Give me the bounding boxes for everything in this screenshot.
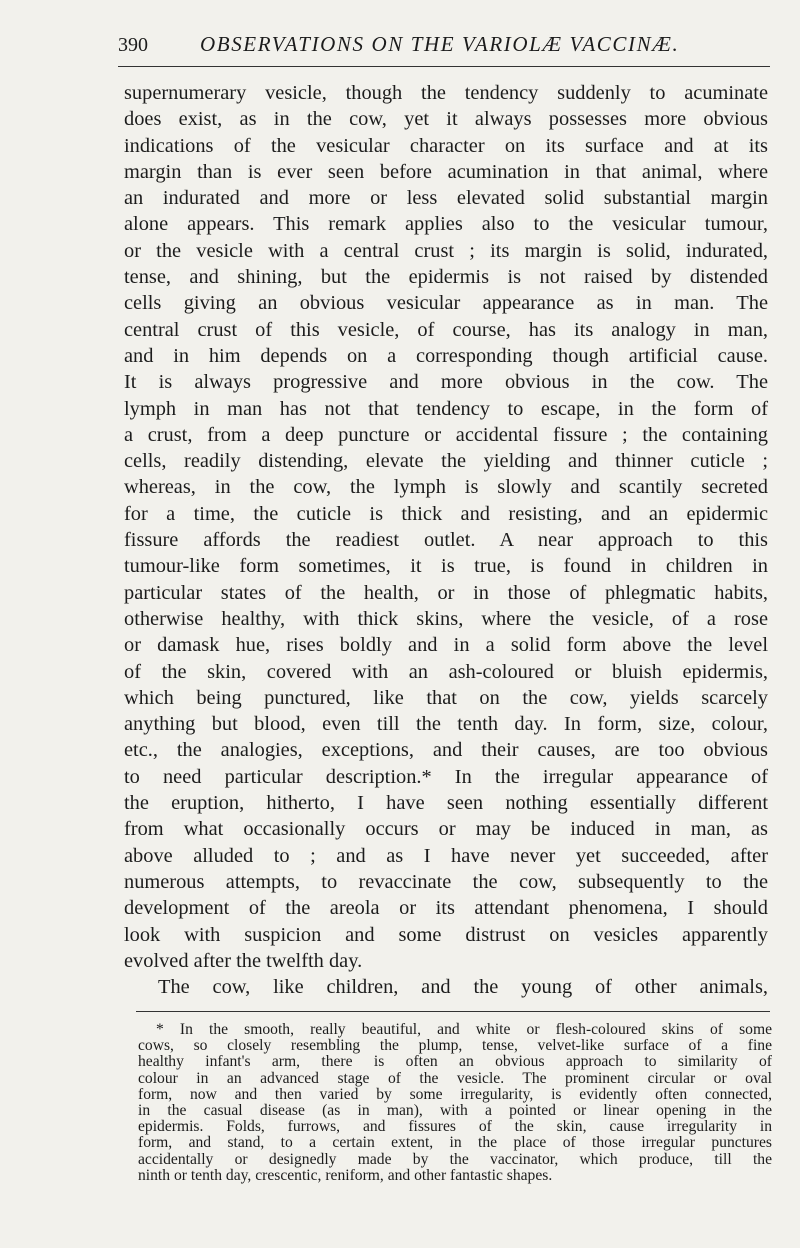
- body-line: indications of the vesicular character on its surface and at its: [124, 134, 768, 157]
- running-head: OBSERVATIONS ON THE VARIOLÆ VACCINÆ.: [200, 32, 680, 56]
- body-line: to need particular description.* In the irregular appearance of: [124, 765, 768, 788]
- body-line: tumour-like form sometimes, it is true, is found in children in: [124, 555, 768, 578]
- header-rule: [118, 66, 770, 67]
- body-line: numerous attempts, to revaccinate the cow, subsequently to the: [124, 870, 768, 893]
- footnote-line: accidentally or designedly made by the vaccinator, which produce, till the: [138, 1150, 772, 1168]
- footnote-line: ninth or tenth day, crescentic, reniform, and other fantastic shapes.: [138, 1166, 553, 1184]
- footnote-line: epidermis. Folds, furrows, and fissures of the skin, cause irregularity in: [138, 1118, 772, 1136]
- body-line: margin than is ever seen before acumination in that animal, where: [124, 160, 768, 183]
- body-line: anything but blood, even till the tenth day. In form, size, colour,: [124, 713, 768, 736]
- footnote-line: form, and stand, to a certain extent, in the place of those irregular punctures: [138, 1134, 772, 1152]
- footnote-line: colour in an advanced stage of the vesicle. The prominent circular or oval: [138, 1069, 772, 1087]
- body-line: supernumerary vesicle, though the tendency suddenly to acuminate: [124, 82, 768, 104]
- body-line: does exist, as in the cow, yet it always possesses more obvious: [124, 108, 768, 131]
- page-header: [118, 30, 768, 60]
- body-line: the eruption, hitherto, I have seen nothing essentially different: [124, 792, 768, 815]
- footnote-rule: [136, 1011, 770, 1012]
- body-line: of the skin, covered with an ash-coloured or bluish epidermis,: [124, 660, 768, 683]
- body-line: otherwise healthy, with thick skins, where the vesicle, of a rose: [124, 607, 768, 630]
- body-line: central crust of this vesicle, of course, has its analogy in man,: [124, 318, 768, 341]
- body-line: lymph in man has not that tendency to escape, in the form of: [124, 397, 768, 420]
- footnote: [138, 1022, 772, 1184]
- body-line: etc., the analogies, exceptions, and their causes, are too obvious: [124, 739, 768, 762]
- body-line: or damask hue, rises boldly and in a solid form above the level: [124, 634, 768, 657]
- body-line: tense, and shining, but the epidermis is not raised by distended: [124, 266, 768, 289]
- body-line: evolved after the twelfth day.: [124, 949, 363, 972]
- body-line: for a time, the cuticle is thick and resisting, and an epidermic: [124, 502, 768, 525]
- body-line: an indurated and more or less elevated solid substantial margin: [124, 187, 768, 210]
- body-line: above alluded to ; and as I have never yet succeeded, after: [124, 844, 768, 867]
- body-line: It is always progressive and more obvious in the cow. The: [124, 371, 768, 394]
- footnote-line: in the casual disease (as in man), with a pointed or linear opening in the: [138, 1101, 772, 1119]
- footnote-line: cows, so closely resembling the plump, tense, velvet-like surface of a fine: [138, 1037, 772, 1055]
- page-number: 390: [118, 34, 148, 56]
- body-line: or the vesicle with a central crust ; its margin is solid, indurated,: [124, 239, 768, 262]
- body-line: whereas, in the cow, the lymph is slowly and scantily secreted: [124, 476, 768, 499]
- body-line: cells, readily distending, elevate the yielding and thinner cuticle ;: [124, 450, 768, 473]
- body-line: a crust, from a deep puncture or accidental fissure ; the containing: [124, 423, 768, 446]
- footnote-line: healthy infant's arm, there is often an obvious approach to similarity of: [138, 1053, 772, 1071]
- body-line: fissure affords the readiest outlet. A near approach to this: [124, 529, 768, 552]
- body-line: particular states of the health, or in those of phlegmatic habits,: [124, 581, 768, 604]
- body-line: which being punctured, like that on the cow, yields scarcely: [124, 686, 768, 709]
- body-line: from what occasionally occurs or may be induced in man, as: [124, 818, 768, 841]
- body-line: and in him depends on a corresponding though artificial cause.: [124, 344, 768, 367]
- body-line: The cow, like children, and the young of other animals,: [158, 976, 768, 999]
- body-line: alone appears. This remark applies also to the vesicular tumour,: [124, 213, 768, 236]
- body-line: look with suspicion and some distrust on vesicles apparently: [124, 923, 768, 946]
- footnote-line: * In the smooth, really beautiful, and white or flesh-coloured skins of some: [156, 1021, 772, 1038]
- body-line: cells giving an obvious vesicular appearance as in man. The: [124, 292, 768, 315]
- body-text: [124, 80, 768, 1000]
- footnote-line: form, now and then varied by some irregularity, is evidently often connected,: [138, 1085, 772, 1103]
- body-line: development of the areola or its attendant phenomena, I should: [124, 897, 768, 920]
